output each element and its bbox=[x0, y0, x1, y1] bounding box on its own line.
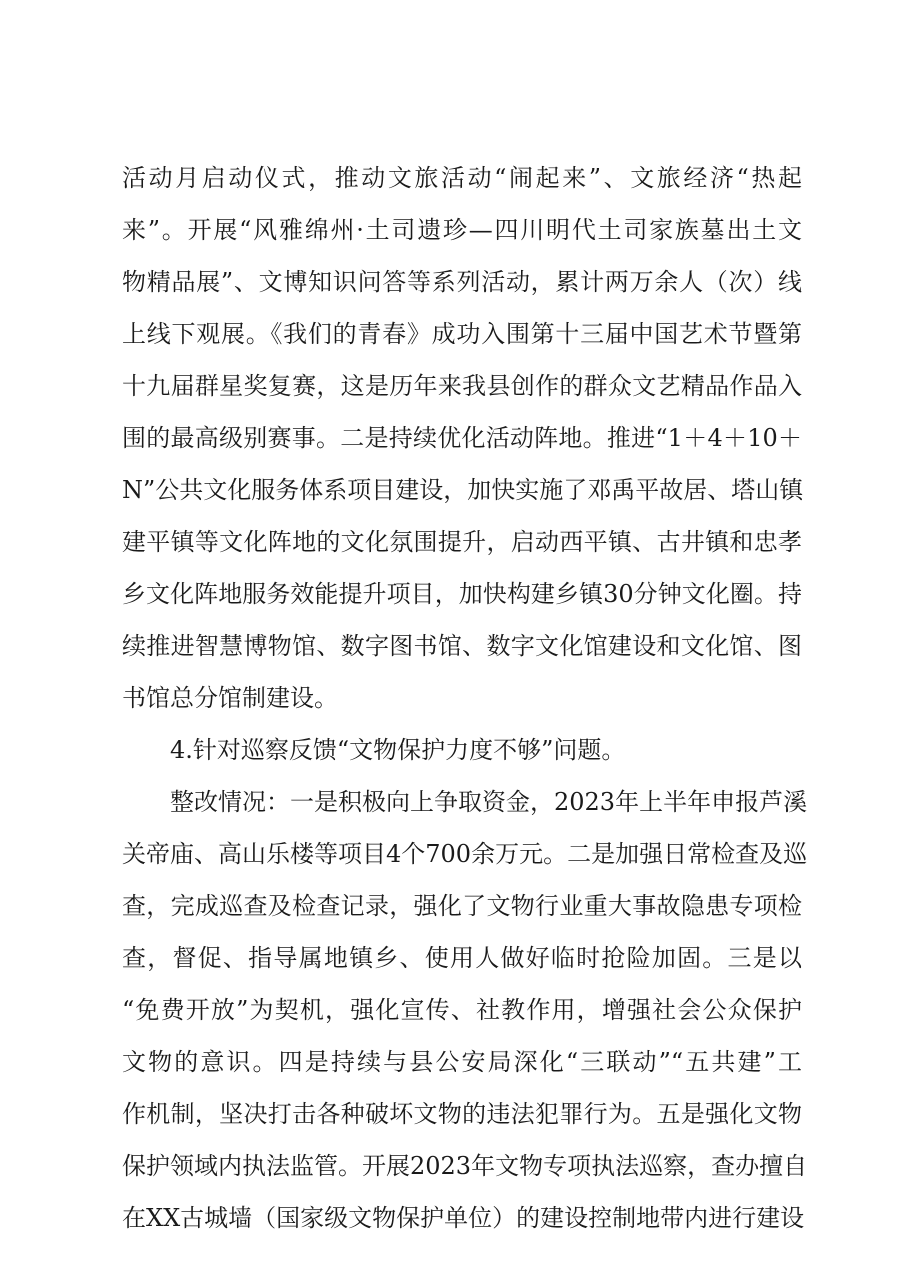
paragraph-line: 作机制，坚决打击各种破坏文物的违法犯罪行为。五是强化文物 bbox=[122, 1100, 802, 1128]
paragraph-line: 乡文化阵地服务效能提升项目，加快构建乡镇30分钟文化圈。持 bbox=[122, 580, 802, 608]
paragraph-line: 在XX古城墙（国家级文物保护单位）的建设控制地带内进行建设 bbox=[122, 1204, 805, 1232]
paragraph-line: 查，完成巡查及检查记录，强化了文物行业重大事故隐患专项检 bbox=[122, 892, 802, 920]
paragraph-line: 上线下观展。《我们的青春》成功入围第十三届中国艺术节暨第 bbox=[122, 320, 802, 348]
paragraph-line: 文物的意识。四是持续与县公安局深化“三联动”“五共建”工 bbox=[122, 1048, 802, 1076]
paragraph-line: 书馆总分馆制建设。 bbox=[122, 684, 338, 712]
paragraph-line: 物精品展”、文博知识问答等系列活动，累计两万余人（次）线 bbox=[122, 268, 802, 296]
paragraph-line: 续推进智慧博物馆、数字图书馆、数字文化馆建设和文化馆、图 bbox=[122, 632, 802, 660]
paragraph-line: 建平镇等文化阵地的文化氛围提升，启动西平镇、古井镇和忠孝 bbox=[122, 528, 802, 556]
paragraph-line: 保护领域内执法监管。开展2023年文物专项执法巡察，查办擅自 bbox=[122, 1152, 808, 1180]
section-heading: 4.针对巡察反馈“文物保护力度不够”问题。 bbox=[170, 736, 626, 764]
paragraph-line: 十九届群星奖复赛，这是历年来我县创作的群众文艺精品作品入 bbox=[122, 372, 802, 400]
paragraph-line: 查，督促、指导属地镇乡、使用人做好临时抢险加固。三是以 bbox=[122, 944, 802, 972]
paragraph-line: 关帝庙、高山乐楼等项目4个700余万元。二是加强日常检查及巡 bbox=[122, 840, 808, 868]
paragraph-line: 活动月启动仪式，推动文旅活动“闹起来”、文旅经济“热起 bbox=[122, 164, 802, 192]
paragraph-line: N”公共文化服务体系项目建设，加快实施了邓禹平故居、塔山镇 bbox=[122, 476, 804, 504]
paragraph-line: 来”。开展“风雅绵州·土司遗珍—四川明代土司家族墓出土文 bbox=[122, 216, 802, 244]
paragraph-line: “免费开放”为契机，强化宣传、社教作用，增强社会公众保护 bbox=[122, 996, 802, 1024]
document-body bbox=[122, 152, 808, 1244]
paragraph-line: 整改情况：一是积极向上争取资金，2023年上半年申报芦溪 bbox=[170, 788, 808, 816]
paragraph-line: 围的最高级别赛事。二是持续优化活动阵地。推进“1＋4＋10＋ bbox=[122, 424, 802, 452]
